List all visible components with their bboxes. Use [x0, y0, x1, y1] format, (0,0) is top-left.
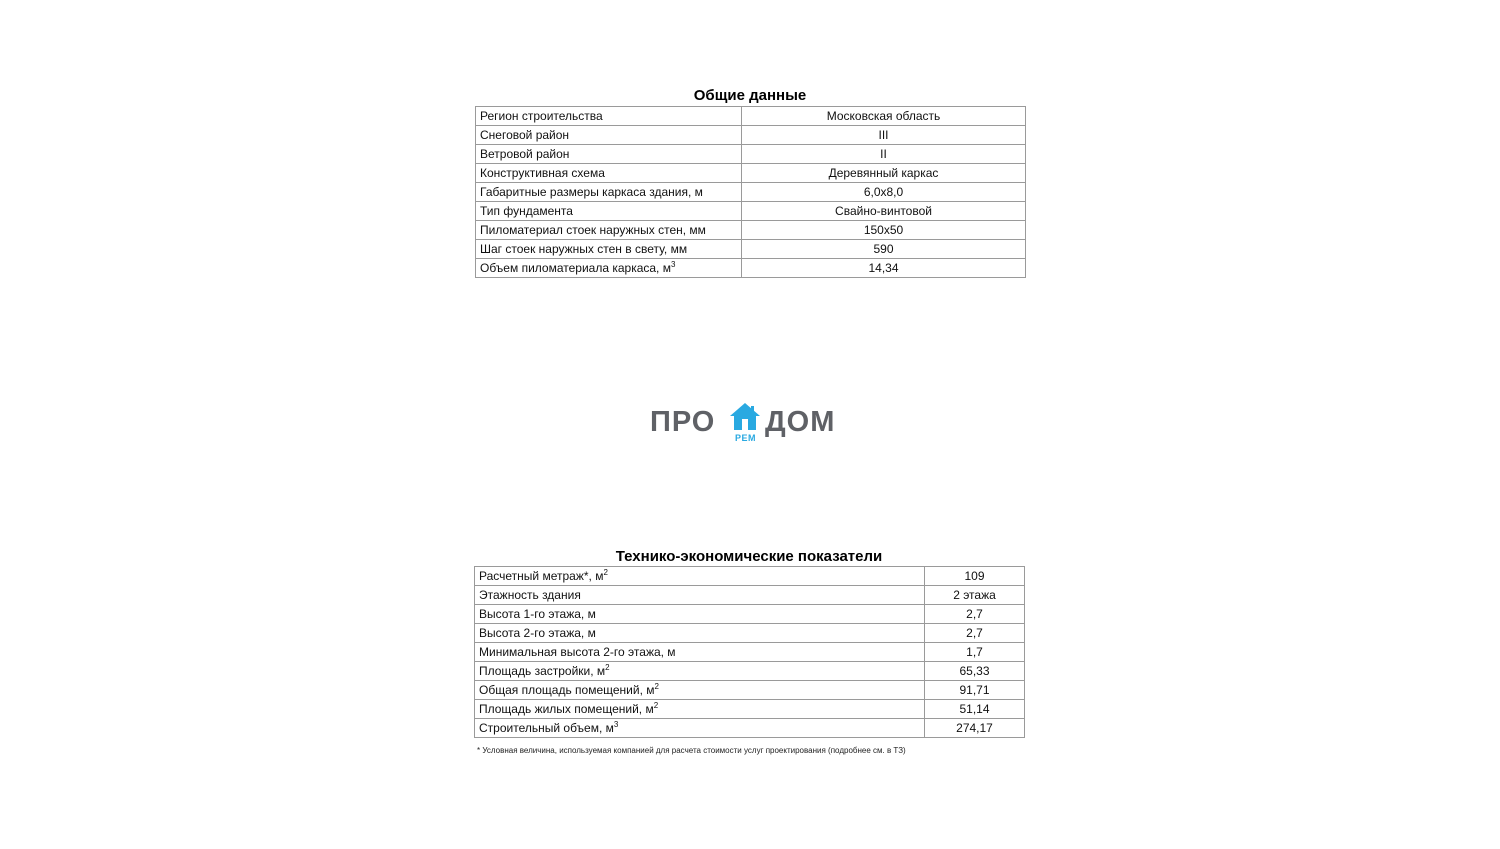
table-row: [476, 183, 1026, 202]
row-label: Минимальная высота 2-го этажа, м: [475, 643, 925, 662]
row-label: Строительный объем, $м^3$: [475, 719, 925, 738]
row-label: Площадь жилых помещений, $м^2$: [475, 700, 925, 719]
row-label: Снеговой район: [476, 126, 742, 145]
unit-exponent: 2: [653, 701, 659, 710]
unit-exponent: 3: [613, 720, 619, 729]
table-row: [475, 586, 1025, 605]
row-label: Тип фундамента: [476, 202, 742, 221]
row-label: Объем пиломатериала каркаса, $м^3$: [476, 259, 742, 278]
table-row: [475, 662, 1025, 681]
row-label: Ветровой район: [476, 145, 742, 164]
row-value: Свайно-винтовой: [742, 202, 1026, 221]
table-row: [476, 107, 1026, 126]
table-row: [476, 145, 1026, 164]
table-row: [476, 202, 1026, 221]
row-value: 274,17: [925, 719, 1025, 738]
table-row: [476, 240, 1026, 259]
table-row: [475, 719, 1025, 738]
row-value: 150х50: [742, 221, 1026, 240]
logo-sub-text: РЕМ: [735, 433, 757, 443]
row-value: 109: [925, 567, 1025, 586]
general-data-table: [475, 106, 1026, 278]
row-label: Пиломатериал стоек наружных стен, мм: [476, 221, 742, 240]
footnote: * Условная величина, используемая компанией для расчета стоимости услуг проектирования (подробнее см. в ТЗ): [477, 746, 906, 755]
row-value: 2,7: [925, 624, 1025, 643]
table-row: [476, 164, 1026, 183]
tech-indicators-title: Технико-экономические показатели: [615, 548, 883, 565]
general-data-title: Общие данные: [693, 87, 807, 104]
row-value: II: [742, 145, 1026, 164]
row-value: III: [742, 126, 1026, 145]
row-value: 2,7: [925, 605, 1025, 624]
row-label: Конструктивная схема: [476, 164, 742, 183]
unit-exponent: 2: [654, 682, 659, 691]
table-row: [475, 681, 1025, 700]
row-value: Деревянный каркас: [742, 164, 1026, 183]
row-value: Московская область: [742, 107, 1026, 126]
tech-indicators-table: [474, 566, 1025, 738]
row-value: 6,0х8,0: [742, 183, 1026, 202]
table-row: [476, 126, 1026, 145]
row-label: Расчетный метраж*, $м^2$: [475, 567, 925, 586]
row-label: Этажность здания: [475, 586, 925, 605]
row-value: 14,34: [742, 259, 1026, 278]
row-label: Шаг стоек наружных стен в свету, мм: [476, 240, 742, 259]
row-value: 91,71: [925, 681, 1025, 700]
table-row: [476, 259, 1026, 278]
table-row: [475, 624, 1025, 643]
logo-word-pro: ПРО: [650, 406, 716, 438]
unit-exponent: 3: [670, 260, 676, 269]
row-label: Габаритные размеры каркаса здания, м: [476, 183, 742, 202]
unit-exponent: 2: [603, 568, 608, 577]
row-value: 2 этажа: [925, 586, 1025, 605]
row-value: 65,33: [925, 662, 1025, 681]
row-value: 51,14: [925, 700, 1025, 719]
house-icon: [729, 402, 761, 432]
row-label: Общая площадь помещений, $м^2$: [475, 681, 925, 700]
row-label: Высота 1-го этажа, м: [475, 605, 925, 624]
table-row: [476, 221, 1026, 240]
unit-exponent: 2: [605, 663, 610, 672]
row-label: Высота 2-го этажа, м: [475, 624, 925, 643]
table-row: [475, 700, 1025, 719]
row-value: 590: [742, 240, 1026, 259]
logo-word-dom: ДОМ: [765, 406, 836, 438]
table-row: [475, 605, 1025, 624]
row-label: Площадь застройки, $м^2$: [475, 662, 925, 681]
table-row: [475, 567, 1025, 586]
row-label: Регион строительства: [476, 107, 742, 126]
row-value: 1,7: [925, 643, 1025, 662]
company-logo: [650, 402, 850, 446]
table-row: [475, 643, 1025, 662]
